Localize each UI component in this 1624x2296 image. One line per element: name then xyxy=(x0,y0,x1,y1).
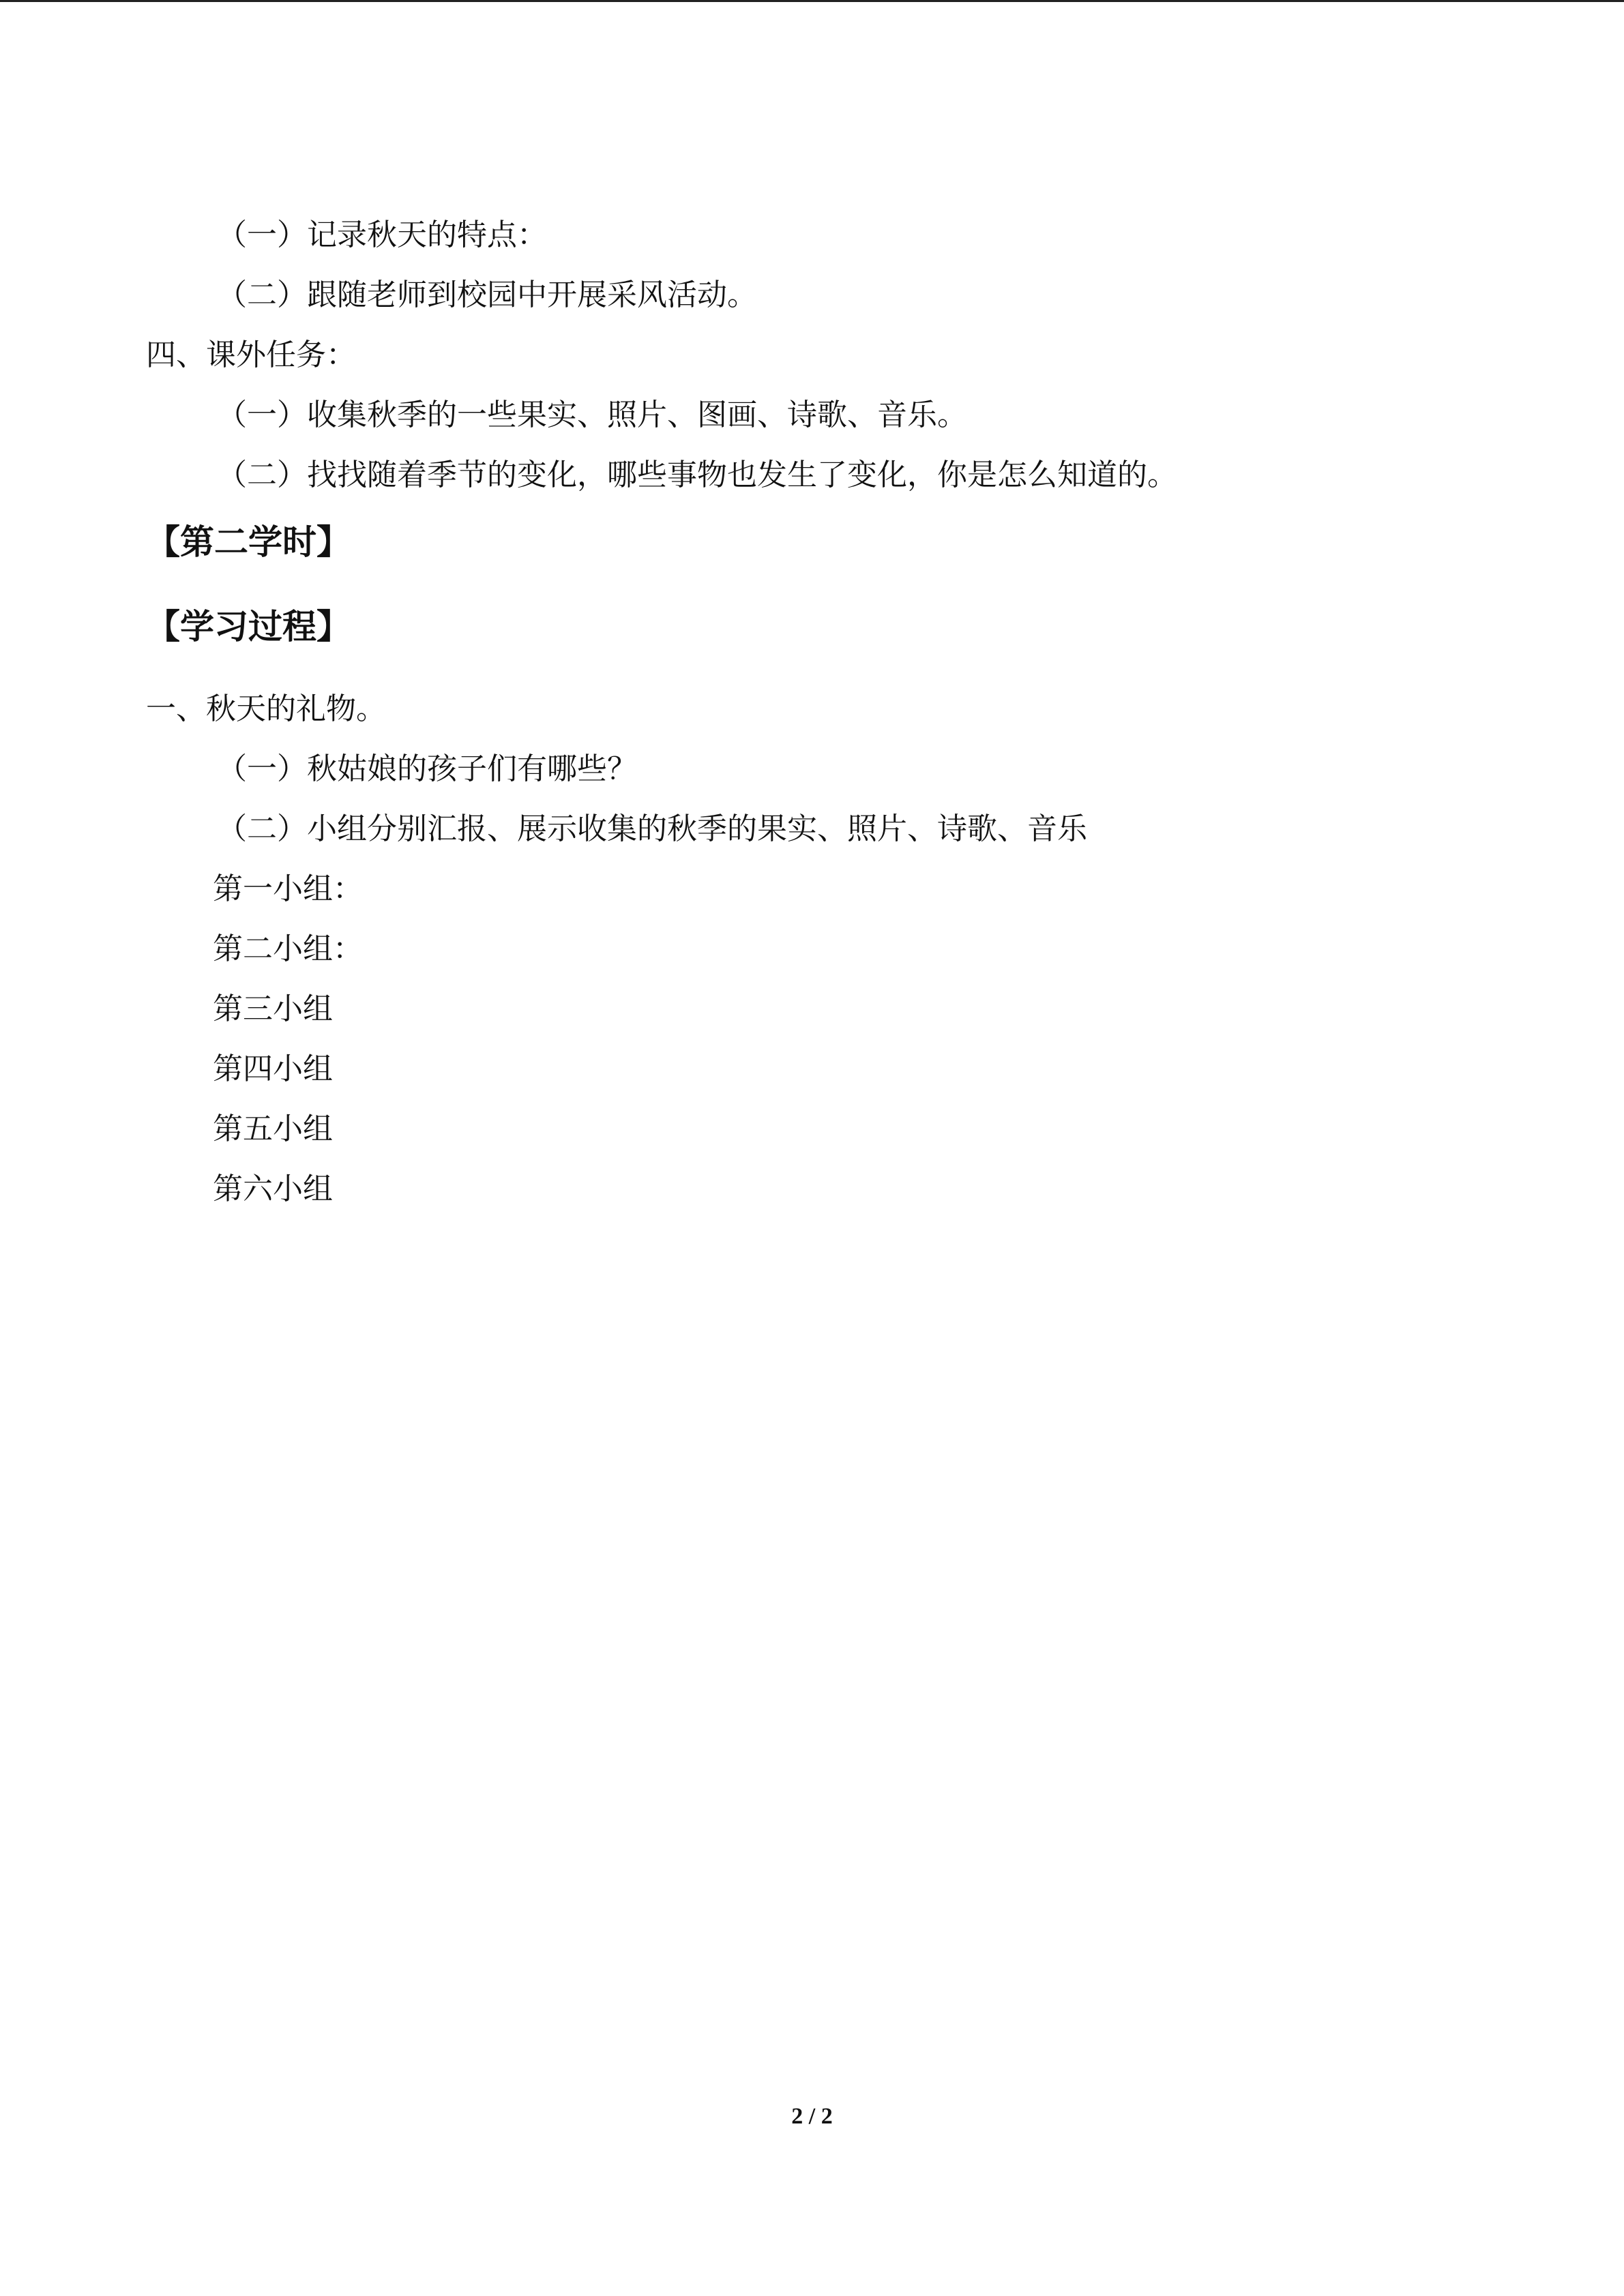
item-group-report: （二）小组分别汇报、展示收集的秋季的果实、照片、诗歌、音乐 xyxy=(217,811,1087,846)
group-one-label: 第一小组： xyxy=(213,871,363,906)
section-title-homework: 四、课外任务： xyxy=(146,338,356,372)
section-title-autumn-gifts: 一、秋天的礼物。 xyxy=(146,691,386,726)
item-autumn-children: （一）秋姑娘的孩子们有哪些？ xyxy=(217,751,637,786)
group-four-label: 第四小组 xyxy=(213,1052,333,1086)
group-six-label: 第六小组 xyxy=(213,1172,333,1206)
heading-learning-process: 【学习过程】 xyxy=(146,607,351,646)
item-observe-season-changes: （二）找找随着季节的变化，哪些事物也发生了变化，你是怎么知道的。 xyxy=(217,458,1177,492)
page-number: 2 / 2 xyxy=(791,2104,833,2129)
item-record-autumn-features: （一）记录秋天的特点： xyxy=(217,218,547,252)
heading-second-lesson: 【第二学时】 xyxy=(146,522,351,562)
item-collect-autumn-items: （一）收集秋季的一些果实、照片、图画、诗歌、音乐。 xyxy=(217,398,967,432)
group-three-label: 第三小组 xyxy=(213,992,333,1026)
group-two-label: 第二小组： xyxy=(213,931,363,966)
group-five-label: 第五小组 xyxy=(213,1112,333,1146)
item-campus-field-trip: （二）跟随老师到校园中开展采风活动。 xyxy=(217,278,757,312)
